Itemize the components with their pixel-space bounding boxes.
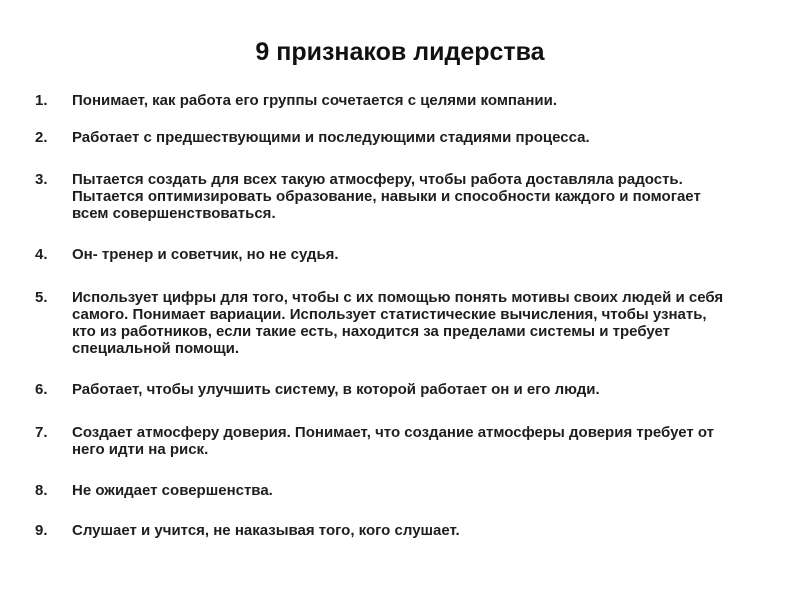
item-text: Понимает, как работа его группы сочетается с целями компании. xyxy=(72,92,557,109)
item-number: 5. xyxy=(35,289,48,306)
item-number: 3. xyxy=(35,171,48,188)
item-text: Создает атмосферу доверия. Понимает, что создание атмосферы доверия требует от него идти на риск. xyxy=(72,424,715,458)
item-number: 9. xyxy=(35,522,48,539)
item-number: 8. xyxy=(35,482,48,499)
item-text: Работает, чтобы улучшить систему, в которой работает он и его люди. xyxy=(72,381,600,398)
item-text: Слушает и учится, не наказывая того, кого слушает. xyxy=(72,522,460,539)
item-number: 4. xyxy=(35,246,48,263)
item-number: 2. xyxy=(35,129,48,146)
item-text: Работает с предшествующими и последующими стадиями процесса. xyxy=(72,129,590,146)
item-text: Пытается создать для всех такую атмосферу, чтобы работа доставляла радость. Пытается оптимизировать образование, навыки и способности каждого и помогает всем совершенствоваться. xyxy=(72,171,701,222)
item-text: Не ожидает совершенства. xyxy=(72,482,273,499)
item-text: Использует цифры для того, чтобы с их помощью понять мотивы своих людей и себя самого. Понимает вариации. Использует статистические вычисления, чтобы узнать, кто из работников, если такие есть, находится за пределами системы и требует специальной помощи. xyxy=(72,289,724,357)
item-number: 1. xyxy=(35,92,48,109)
item-number: 6. xyxy=(35,381,48,398)
item-text: Он- тренер и советчик, но не судья. xyxy=(72,246,339,263)
slide-title: 9 признаков лидерства xyxy=(255,38,545,66)
item-number: 7. xyxy=(35,424,48,441)
